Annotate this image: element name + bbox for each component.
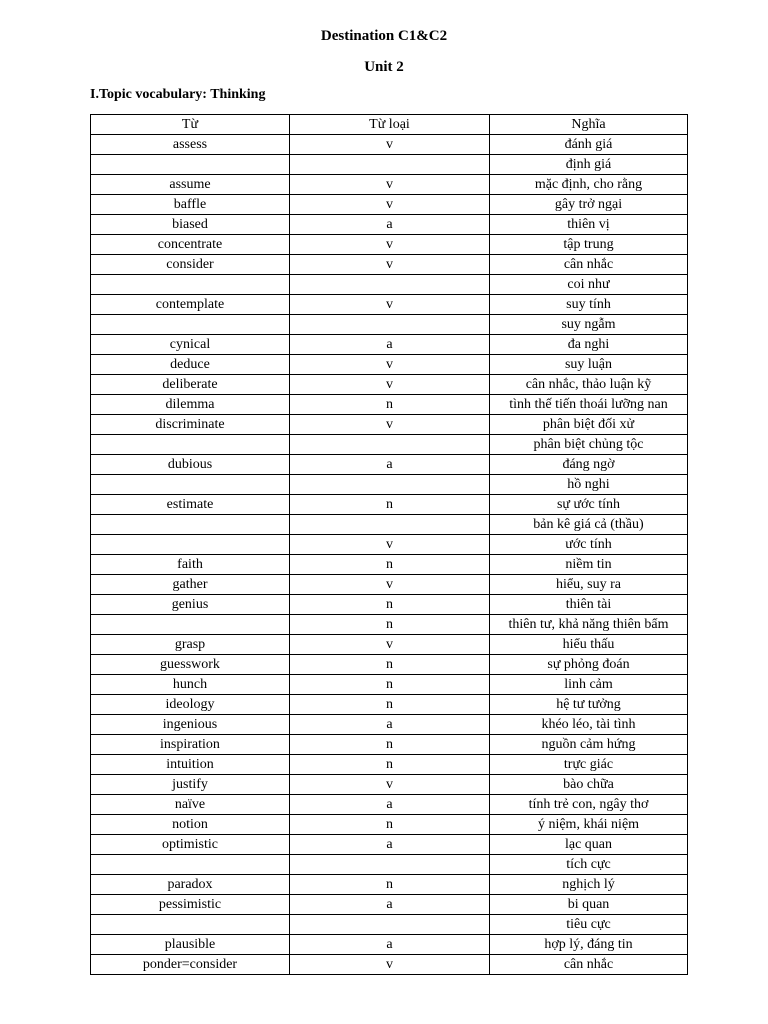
meaning-cell: tính trẻ con, ngây thơ <box>490 795 688 815</box>
meaning-cell: hiểu thấu <box>490 635 688 655</box>
vocabulary-table <box>90 114 688 975</box>
part-of-speech-cell <box>290 275 490 295</box>
part-of-speech-cell: a <box>290 895 490 915</box>
word-cell: paradox <box>91 875 290 895</box>
meaning-cell: linh cảm <box>490 675 688 695</box>
header-row <box>91 115 688 135</box>
document-title: Destination C1&C2 <box>320 28 448 44</box>
word-cell: hunch <box>91 675 290 695</box>
part-of-speech-cell: n <box>290 695 490 715</box>
meaning-cell: suy luận <box>490 355 688 375</box>
table-row <box>91 595 688 615</box>
table-row <box>91 535 688 555</box>
column-header-part-of-speech: Từ loại <box>290 115 490 135</box>
column-header-word: Từ <box>91 115 290 135</box>
meaning-cell: tập trung <box>490 235 688 255</box>
part-of-speech-cell: v <box>290 135 490 155</box>
word-cell: discriminate <box>91 415 290 435</box>
meaning-cell: nghịch lý <box>490 875 688 895</box>
part-of-speech-cell: v <box>290 175 490 195</box>
part-of-speech-cell <box>290 435 490 455</box>
part-of-speech-cell <box>290 155 490 175</box>
meaning-cell: ước tính <box>490 535 688 555</box>
word-cell <box>91 855 290 875</box>
table-row <box>91 615 688 635</box>
word-cell <box>91 915 290 935</box>
section-heading: I.Topic vocabulary: Thinking <box>90 87 266 102</box>
meaning-cell: nguồn cảm hứng <box>490 735 688 755</box>
table-row <box>91 835 688 855</box>
word-cell: pessimistic <box>91 895 290 915</box>
part-of-speech-cell: n <box>290 495 490 515</box>
table-row <box>91 175 688 195</box>
meaning-cell: bào chữa <box>490 775 688 795</box>
table-row <box>91 935 688 955</box>
word-cell: grasp <box>91 635 290 655</box>
part-of-speech-cell: n <box>290 815 490 835</box>
part-of-speech-cell <box>290 475 490 495</box>
meaning-cell: gây trở ngại <box>490 195 688 215</box>
part-of-speech-cell: n <box>290 875 490 895</box>
part-of-speech-cell <box>290 855 490 875</box>
table-row <box>91 955 688 975</box>
word-cell: optimistic <box>91 835 290 855</box>
word-cell <box>91 535 290 555</box>
part-of-speech-cell <box>290 515 490 535</box>
part-of-speech-cell: v <box>290 235 490 255</box>
word-cell: ingenious <box>91 715 290 735</box>
meaning-cell: tình thế tiến thoái lưỡng nan <box>490 395 688 415</box>
column-header-meaning: Nghĩa <box>490 115 688 135</box>
word-cell: contemplate <box>91 295 290 315</box>
table-row <box>91 235 688 255</box>
part-of-speech-cell <box>290 915 490 935</box>
table-row <box>91 515 688 535</box>
meaning-cell: hồ nghi <box>490 475 688 495</box>
meaning-cell: đánh giá <box>490 135 688 155</box>
word-cell: naïve <box>91 795 290 815</box>
table-row <box>91 355 688 375</box>
table-row <box>91 875 688 895</box>
table-row <box>91 275 688 295</box>
word-cell: ideology <box>91 695 290 715</box>
word-cell: genius <box>91 595 290 615</box>
table-row <box>91 855 688 875</box>
meaning-cell: trực giác <box>490 755 688 775</box>
part-of-speech-cell: v <box>290 575 490 595</box>
part-of-speech-cell: v <box>290 195 490 215</box>
part-of-speech-cell: n <box>290 735 490 755</box>
part-of-speech-cell: v <box>290 375 490 395</box>
part-of-speech-cell: v <box>290 775 490 795</box>
part-of-speech-cell: n <box>290 615 490 635</box>
part-of-speech-cell: v <box>290 415 490 435</box>
vocabulary-table-header <box>91 115 688 135</box>
table-row <box>91 795 688 815</box>
table-row <box>91 555 688 575</box>
part-of-speech-cell: n <box>290 655 490 675</box>
word-cell <box>91 515 290 535</box>
table-row <box>91 575 688 595</box>
word-cell <box>91 275 290 295</box>
part-of-speech-cell: a <box>290 795 490 815</box>
word-cell: justify <box>91 775 290 795</box>
vocabulary-table-body <box>91 135 688 975</box>
meaning-cell: tiêu cực <box>490 915 688 935</box>
meaning-cell: định giá <box>490 155 688 175</box>
meaning-cell: thiên tư, khả năng thiên bẩm <box>490 615 688 635</box>
table-row <box>91 375 688 395</box>
word-cell <box>91 615 290 635</box>
table-row <box>91 335 688 355</box>
table-row <box>91 395 688 415</box>
part-of-speech-cell: n <box>290 755 490 775</box>
word-cell: gather <box>91 575 290 595</box>
meaning-cell: sự phỏng đoán <box>490 655 688 675</box>
part-of-speech-cell: a <box>290 935 490 955</box>
meaning-cell: mặc định, cho rằng <box>490 175 688 195</box>
word-cell: deliberate <box>91 375 290 395</box>
table-row <box>91 215 688 235</box>
part-of-speech-cell: v <box>290 295 490 315</box>
part-of-speech-cell: v <box>290 635 490 655</box>
word-cell: assess <box>91 135 290 155</box>
word-cell: biased <box>91 215 290 235</box>
word-cell: intuition <box>91 755 290 775</box>
meaning-cell: đáng ngờ <box>490 455 688 475</box>
part-of-speech-cell: n <box>290 555 490 575</box>
table-row <box>91 315 688 335</box>
word-cell: concentrate <box>91 235 290 255</box>
table-row <box>91 415 688 435</box>
word-cell: ponder=consider <box>91 955 290 975</box>
word-cell: deduce <box>91 355 290 375</box>
word-cell: dilemma <box>91 395 290 415</box>
meaning-cell: suy tính <box>490 295 688 315</box>
meaning-cell: niềm tin <box>490 555 688 575</box>
meaning-cell: phân biệt chủng tộc <box>490 435 688 455</box>
table-row <box>91 155 688 175</box>
meaning-cell: khéo léo, tài tình <box>490 715 688 735</box>
part-of-speech-cell: v <box>290 355 490 375</box>
table-row <box>91 815 688 835</box>
table-row <box>91 735 688 755</box>
meaning-cell: bản kê giá cả (thầu) <box>490 515 688 535</box>
part-of-speech-cell: v <box>290 255 490 275</box>
part-of-speech-cell: v <box>290 955 490 975</box>
meaning-cell: đa nghi <box>490 335 688 355</box>
word-cell <box>91 435 290 455</box>
part-of-speech-cell: a <box>290 455 490 475</box>
part-of-speech-cell: a <box>290 215 490 235</box>
word-cell: guesswork <box>91 655 290 675</box>
word-cell: cynical <box>91 335 290 355</box>
word-cell: estimate <box>91 495 290 515</box>
table-row <box>91 135 688 155</box>
part-of-speech-cell: v <box>290 535 490 555</box>
meaning-cell: cân nhắc <box>490 955 688 975</box>
word-cell: baffle <box>91 195 290 215</box>
meaning-cell: bi quan <box>490 895 688 915</box>
meaning-cell: ý niệm, khái niệm <box>490 815 688 835</box>
table-row <box>91 295 688 315</box>
word-cell <box>91 475 290 495</box>
meaning-cell: cân nhắc, thảo luận kỹ <box>490 375 688 395</box>
meaning-cell: lạc quan <box>490 835 688 855</box>
table-row <box>91 455 688 475</box>
word-cell: assume <box>91 175 290 195</box>
table-row <box>91 195 688 215</box>
part-of-speech-cell: n <box>290 595 490 615</box>
meaning-cell: coi như <box>490 275 688 295</box>
meaning-cell: thiên tài <box>490 595 688 615</box>
part-of-speech-cell: a <box>290 835 490 855</box>
meaning-cell: hệ tư tưởng <box>490 695 688 715</box>
meaning-cell: cân nhắc <box>490 255 688 275</box>
table-row <box>91 915 688 935</box>
meaning-cell: phân biệt đối xử <box>490 415 688 435</box>
word-cell: dubious <box>91 455 290 475</box>
table-row <box>91 255 688 275</box>
part-of-speech-cell <box>290 315 490 335</box>
part-of-speech-cell: a <box>290 335 490 355</box>
table-row <box>91 715 688 735</box>
table-row <box>91 675 688 695</box>
meaning-cell: hiểu, suy ra <box>490 575 688 595</box>
part-of-speech-cell: n <box>290 395 490 415</box>
word-cell: inspiration <box>91 735 290 755</box>
word-cell <box>91 155 290 175</box>
table-row <box>91 635 688 655</box>
table-row <box>91 775 688 795</box>
part-of-speech-cell: a <box>290 715 490 735</box>
table-row <box>91 895 688 915</box>
table-row <box>91 695 688 715</box>
unit-heading: Unit 2 <box>364 59 404 75</box>
word-cell: notion <box>91 815 290 835</box>
word-cell <box>91 315 290 335</box>
word-cell: plausible <box>91 935 290 955</box>
word-cell: consider <box>91 255 290 275</box>
meaning-cell: hợp lý, đáng tin <box>490 935 688 955</box>
meaning-cell: tích cực <box>490 855 688 875</box>
table-row <box>91 495 688 515</box>
table-row <box>91 435 688 455</box>
meaning-cell: sự ước tính <box>490 495 688 515</box>
part-of-speech-cell: n <box>290 675 490 695</box>
word-cell: faith <box>91 555 290 575</box>
meaning-cell: suy ngẫm <box>490 315 688 335</box>
table-row <box>91 475 688 495</box>
table-row <box>91 755 688 775</box>
table-row <box>91 655 688 675</box>
meaning-cell: thiên vị <box>490 215 688 235</box>
